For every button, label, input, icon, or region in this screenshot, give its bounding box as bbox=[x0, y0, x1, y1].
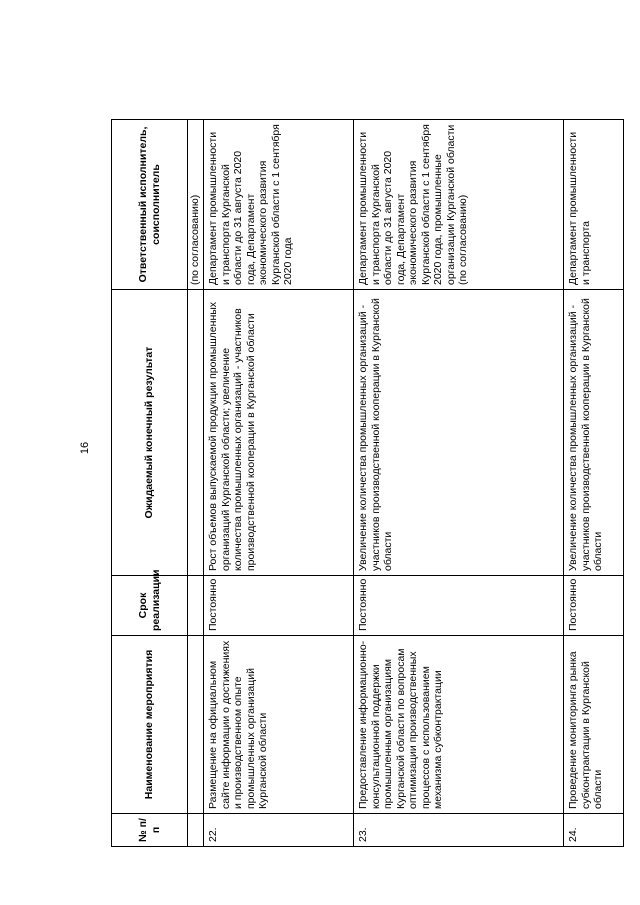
page-number: 16 bbox=[79, 441, 91, 455]
row-name: Размещение на официальном сайте информации о достижениях и производственном опыте промышленных организаций Курганской области bbox=[204, 636, 354, 814]
cont-cell-num bbox=[188, 814, 204, 847]
row-responsible: Департамент промышленности и транспорта Курганской области до 31 августа 2020 года, Департамент экономического развития Курганской области с 1 сентября 2020 года, промышленные организации Курганской области (по согласованию) bbox=[354, 120, 564, 290]
row-num: 24. bbox=[564, 814, 624, 847]
rotated-table-container bbox=[111, 120, 604, 847]
cont-cell-result bbox=[188, 290, 204, 576]
row-responsible: Департамент промышленности и транспорта bbox=[564, 120, 624, 290]
header-responsible: Ответственный исполнитель, соисполнитель bbox=[112, 120, 188, 290]
row-num: 22. bbox=[204, 814, 354, 847]
header-term: Срок реализации bbox=[112, 576, 188, 636]
row-responsible: Департамент промышленности и транспорта Курганской области до 31 августа 2020 года, Департамент экономического развития Курганской области с 1 сентября 2020 года bbox=[204, 120, 354, 290]
row-term: Постоянно bbox=[354, 576, 564, 636]
table-row bbox=[204, 120, 354, 847]
table-row bbox=[354, 120, 564, 847]
row-result: Увеличение количества промышленных организаций - участников производственной кооперации в Курганской области bbox=[564, 290, 624, 576]
header-result: Ожидаемый конечный результат bbox=[112, 290, 188, 576]
header-name: Наименование мероприятия bbox=[112, 636, 188, 814]
cont-cell-name bbox=[188, 636, 204, 814]
continuation-row bbox=[188, 120, 204, 847]
cont-cell-term bbox=[188, 576, 204, 636]
table-header-row bbox=[112, 120, 188, 847]
row-name: Проведение мониторинга рынка субконтрактации в Курганской области bbox=[564, 636, 624, 814]
row-term: Постоянно bbox=[564, 576, 624, 636]
row-result: Рост объемов выпускаемой продукции промышленных организаций Курганской области; увеличение количества промышленных организаций - участников производственной кооперации в Курганской области bbox=[204, 290, 354, 576]
table-row bbox=[564, 120, 624, 847]
row-result: Увеличение количества промышленных организаций - участников производственной кооперации в Курганской области bbox=[354, 290, 564, 576]
row-term: Постоянно bbox=[204, 576, 354, 636]
row-num: 23. bbox=[354, 814, 564, 847]
measures-table bbox=[111, 119, 624, 847]
header-num: № п/п bbox=[112, 814, 188, 847]
continuation-text: (по согласованию) bbox=[188, 120, 204, 290]
row-name: Предоставление информационно-консультационной поддержки промышленным организациям Курганской области по вопросам оптимизации производственных процессов с использованием механизма субконтрактации bbox=[354, 636, 564, 814]
